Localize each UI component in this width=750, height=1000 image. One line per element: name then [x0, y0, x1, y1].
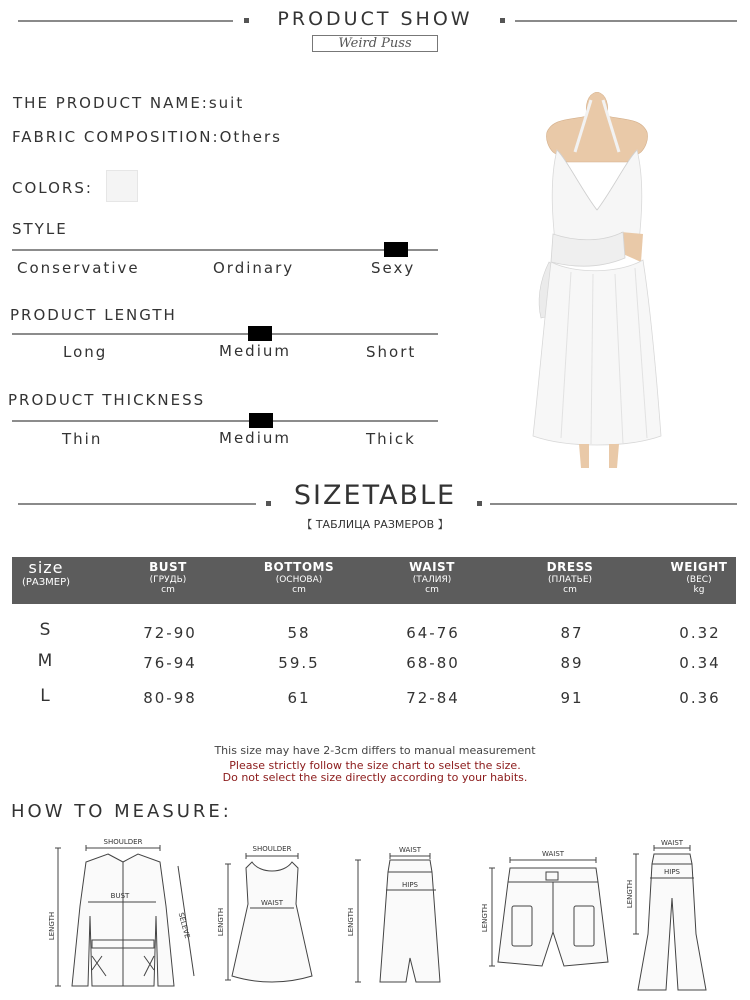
product-name: THE PRODUCT NAME:suit	[13, 94, 245, 112]
pants-waist-label: WAIST	[660, 839, 684, 847]
header-bottoms-unit: cm	[292, 585, 306, 595]
note-measurement: This size may have 2-3cm differs to manual measurement	[214, 744, 536, 757]
jacket-sleeve-label: SELEVE	[176, 911, 192, 940]
pants-measure-diagram	[624, 838, 714, 998]
style-scale-line	[12, 249, 438, 251]
cell-dress-l: 91	[560, 689, 584, 707]
dress-measure-diagram	[216, 842, 316, 992]
sizetable-dot-right	[477, 501, 482, 506]
cell-bust-l: 80-98	[143, 689, 197, 707]
brand-label: Weird Puss	[312, 35, 438, 52]
thickness-title: PRODUCT THICKNESS	[8, 391, 206, 409]
jacket-length-label: LENGTH	[48, 911, 56, 941]
row-size-l: L	[40, 686, 50, 706]
header-bust-unit: cm	[161, 585, 175, 595]
cell-bottoms-l: 61	[287, 689, 311, 707]
length-title: PRODUCT LENGTH	[10, 306, 177, 324]
thickness-label-thick: Thick	[366, 430, 416, 448]
jacket-shoulder-label: SHOULDER	[103, 838, 143, 846]
style-label-conservative: Conservative	[17, 259, 140, 277]
header-dress-label: DRESS	[546, 560, 594, 574]
thickness-label-medium: Medium	[219, 429, 291, 447]
header-bust	[128, 557, 208, 604]
size-table-header	[12, 557, 736, 604]
thickness-scale-line	[12, 420, 438, 422]
pants-length-label: LENGTH	[626, 879, 634, 909]
cell-weight-m: 0.34	[679, 654, 721, 672]
header-dot-right	[500, 18, 505, 23]
dress-shoulder-label: SHOULDER	[252, 845, 292, 853]
header-waist-ru: (ТАЛИЯ)	[412, 575, 452, 585]
header-size-label: size	[28, 558, 64, 577]
cell-weight-l: 0.36	[679, 689, 721, 707]
note-follow-chart: Please strictly follow the size chart to selset the size.	[229, 759, 521, 772]
thickness-marker	[249, 413, 273, 428]
sizetable-title: SIZETABLE	[293, 480, 457, 511]
header-bust-ru: (ГРУДЬ)	[149, 575, 187, 585]
product-image	[527, 92, 667, 472]
header-weight-ru: (ВЕС)	[686, 575, 712, 585]
note-habits: Do not select the size directly according to your habits.	[222, 771, 528, 784]
header-weight-unit: kg	[693, 585, 705, 595]
length-label-short: Short	[366, 343, 417, 361]
length-label-long: Long	[63, 343, 108, 361]
cell-bust-s: 72-90	[143, 624, 197, 642]
header-bust-label: BUST	[149, 560, 187, 574]
shorts-measure-diagram	[478, 846, 618, 976]
header-dress-unit: cm	[563, 585, 577, 595]
cell-weight-s: 0.32	[679, 624, 721, 642]
shorts-length-label: LENGTH	[481, 903, 489, 933]
cell-bust-m: 76-94	[143, 654, 197, 672]
header-weight	[662, 557, 736, 604]
cell-dress-s: 87	[560, 624, 584, 642]
header-dress	[530, 557, 610, 604]
sizetable-subtitle: 【 ТАБЛИЦА РАЗМЕРОВ 】	[301, 518, 449, 531]
pants-hips-label: HIPS	[664, 868, 680, 876]
length-marker	[248, 326, 272, 341]
colors-label: COLORS:	[12, 179, 93, 197]
header-bottoms-ru: (ОСНОВА)	[275, 575, 323, 585]
skirt-waist-label: WAIST	[398, 846, 422, 854]
style-label-sexy: Sexy	[371, 259, 416, 277]
length-scale-line	[12, 333, 438, 335]
header-bottoms	[254, 557, 344, 604]
skirt-measure-diagram	[344, 842, 444, 992]
header-rule-right	[515, 20, 737, 22]
cell-waist-s: 64-76	[406, 624, 460, 642]
cell-dress-m: 89	[560, 654, 584, 672]
how-to-measure-title: HOW TO MEASURE:	[11, 801, 232, 822]
header-size	[14, 558, 78, 588]
jacket-bust-label: BUST	[110, 892, 130, 900]
style-marker	[384, 242, 408, 257]
cell-bottoms-s: 58	[287, 624, 311, 642]
cell-waist-m: 68-80	[406, 654, 460, 672]
header-waist	[392, 557, 472, 604]
fabric-composition: FABRIC COMPOSITION:Others	[12, 128, 282, 146]
skirt-length-label: LENGTH	[347, 907, 355, 937]
row-size-s: S	[39, 620, 51, 640]
sizetable-rule-right	[490, 503, 737, 505]
style-label-ordinary: Ordinary	[213, 259, 295, 277]
row-size-m: M	[37, 651, 53, 671]
jacket-measure-diagram	[48, 836, 198, 996]
thickness-label-thin: Thin	[62, 430, 103, 448]
style-title: STYLE	[12, 220, 68, 238]
color-swatch-white[interactable]	[106, 170, 138, 202]
dress-length-label: LENGTH	[217, 907, 225, 937]
header-dress-ru: (ПЛАТЬЕ)	[547, 575, 593, 585]
header-size-ru: (РАЗМЕР)	[21, 577, 71, 588]
cell-bottoms-m: 59.5	[278, 654, 320, 672]
skirt-hips-label: HIPS	[402, 881, 418, 889]
dress-waist-label: WAIST	[260, 899, 284, 907]
shorts-waist-label: WAIST	[541, 850, 565, 858]
product-show-title: PRODUCT SHOW	[277, 8, 473, 30]
header-waist-label: WAIST	[409, 560, 455, 574]
header-bottoms-label: BOTTOMS	[263, 560, 335, 574]
header-waist-unit: cm	[425, 585, 439, 595]
cell-waist-l: 72-84	[406, 689, 460, 707]
header-weight-label: WEIGHT	[670, 560, 728, 574]
length-label-medium: Medium	[219, 342, 291, 360]
